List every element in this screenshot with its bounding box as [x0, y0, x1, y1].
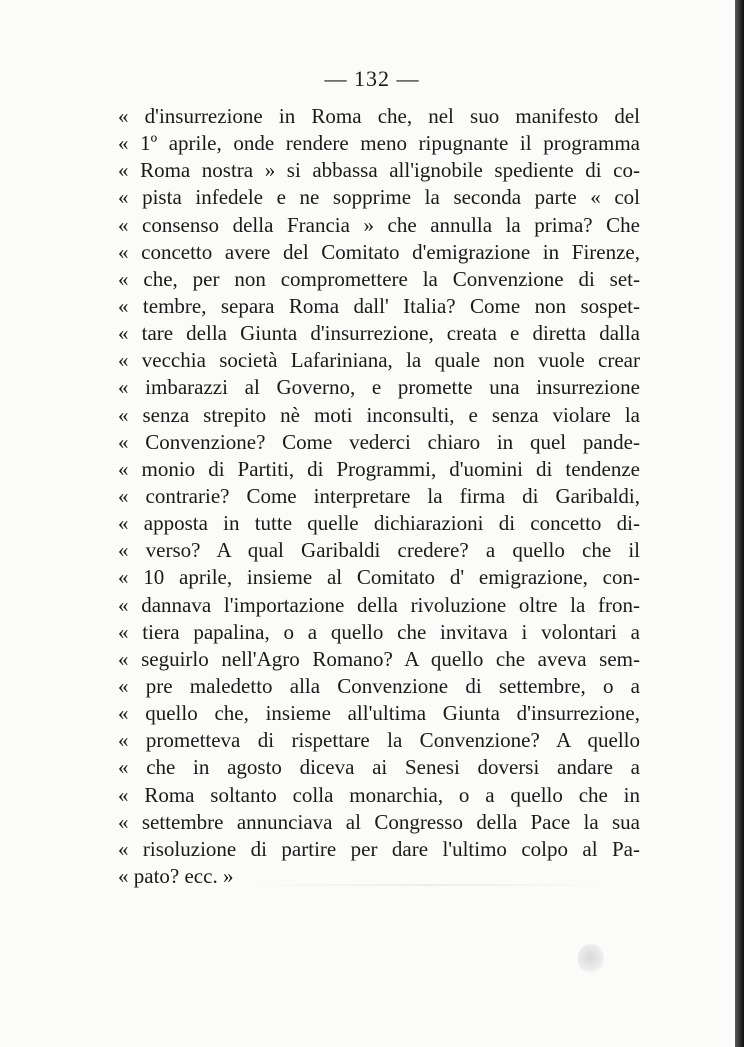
text-line: « Convenzione? Come vederci chiaro in quel pande- — [118, 429, 640, 454]
page-number: — 132 — — [324, 66, 420, 91]
text-line: « Roma soltanto colla monarchia, o a quello che in — [118, 782, 640, 807]
text-line: « 1º aprile, onde rendere meno ripugnante il programma — [118, 131, 640, 156]
text-line: « Roma nostra » si abbassa all'ignobile spediente di co- — [118, 158, 640, 183]
text-line: « pista infedele e ne sopprime la seconda parte « col — [118, 185, 640, 210]
text-line: « apposta in tutte quelle dichiarazioni di concetto di- — [118, 511, 640, 536]
text-line: « contrarie? Come interpretare la firma di Garibaldi, — [118, 483, 640, 508]
text-line: « d'insurrezione in Roma che, nel suo manifesto del — [118, 104, 640, 128]
text-line: « tembre, separa Roma dall' Italia? Come non sospet- — [118, 293, 640, 318]
text-line: « vecchia società Lafariniana, la quale non vuole crear — [118, 348, 640, 373]
text-line: « tiera papalina, o a quello che invitava i volontari a — [118, 619, 640, 644]
text-line: « imbarazzi al Governo, e promette una insurrezione — [118, 375, 640, 400]
text-line: « seguirlo nell'Agro Romano? A quello che aveva sem- — [118, 646, 640, 671]
body-text — [118, 103, 640, 890]
paper-stain — [578, 944, 604, 974]
text-line: « pre maledetto alla Convenzione di settembre, o a — [118, 673, 640, 698]
text-line: « concetto avere del Comitato d'emigrazione in Firenze, — [118, 239, 640, 264]
text-line: « risoluzione di partire per dare l'ultimo colpo al Pa- — [118, 836, 640, 861]
text-line: « prometteva di rispettare la Convenzione? A quello — [118, 728, 640, 753]
text-line: « 10 aprile, insieme al Comitato d' emigrazione, con- — [118, 565, 640, 590]
text-line: « pato? ecc. » — [118, 863, 234, 888]
binding-edge — [735, 0, 744, 1047]
text-line: « tare della Giunta d'insurrezione, creata e diretta dalla — [118, 321, 640, 346]
text-line: « settembre annunciava al Congresso della Pace la sua — [118, 809, 640, 834]
text-line: « quello che, insieme all'ultima Giunta d'insurrezione, — [118, 701, 640, 726]
text-line: « senza strepito nè moti inconsulti, e senza violare la — [118, 402, 640, 427]
text-line: « che, per non compromettere la Convenzione di set- — [118, 266, 640, 291]
text-line: « che in agosto diceva ai Senesi doversi andare a — [118, 755, 640, 780]
text-line: « monio di Partiti, di Programmi, d'uomini di tendenze — [118, 456, 640, 481]
text-line: « verso? A qual Garibaldi credere? a quello che il — [118, 538, 640, 563]
text-line: « consenso della Francia » che annulla la prima? Che — [118, 212, 640, 237]
text-line: « dannava l'importazione della rivoluzione oltre la fron- — [118, 592, 640, 617]
